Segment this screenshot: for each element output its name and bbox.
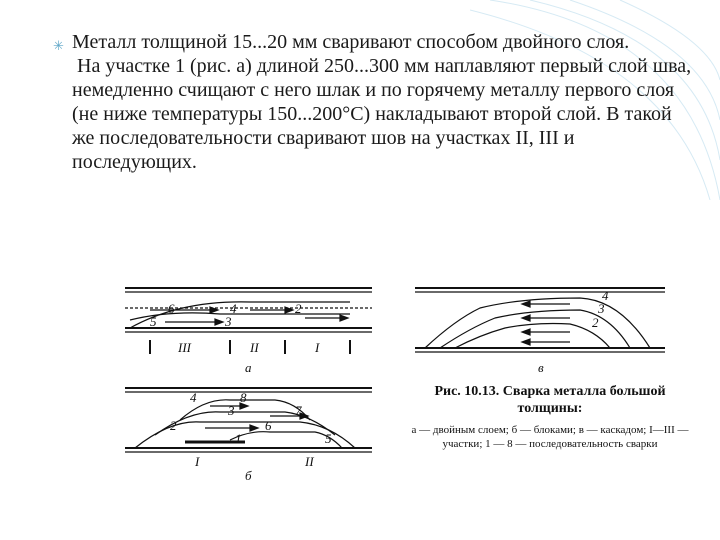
figure-a — [125, 288, 372, 354]
figure-label-b: б — [245, 468, 252, 483]
caption-text: а — двойным слоем; б — блоками; в — каскадом; I—III — участки; 1 — 8 — последовательность сварки — [411, 424, 689, 450]
figure-v — [415, 288, 665, 352]
label-b-2: 2 — [170, 418, 177, 433]
label-b-7: 7 — [295, 403, 302, 418]
label-b-5: 5 — [325, 431, 332, 446]
label-a-4: 4 — [230, 301, 237, 316]
section-a-i: I — [315, 340, 320, 355]
label-v-3: 3 — [598, 301, 605, 316]
figure-label-a: а — [245, 360, 252, 375]
section-b-i: I — [195, 454, 200, 469]
paragraph-2: На участке 1 (рис. а) длиной 250...300 мм наплавляют первый слой шва, немедленно счищают с него шлак и по горячему металлу первого слоя (не ниже температуры 150...200°С) накладывают второй слой. В такой же последовательности сваривают шов на участках II, III и последующих. — [72, 55, 692, 173]
figure-b — [125, 388, 372, 452]
label-v-2: 2 — [592, 315, 599, 330]
label-b-1: 1 — [235, 431, 242, 446]
label-a-6: 6 — [168, 301, 175, 316]
section-a-iii: III — [178, 340, 191, 355]
section-b-ii: II — [305, 454, 314, 469]
figure-label-v: в — [538, 360, 544, 375]
label-b-4: 4 — [190, 390, 197, 405]
caption-title: Рис. 10.13. Сварка металла большой толщины: — [434, 384, 666, 416]
paragraph-1: Металл толщиной 15...20 мм сваривают способом двойного слоя. — [72, 31, 630, 53]
slide-text — [53, 30, 692, 174]
section-a-ii: II — [250, 340, 259, 355]
label-a-3: 3 — [225, 314, 232, 329]
label-b-6: 6 — [265, 418, 272, 433]
label-v-4: 4 — [602, 288, 609, 303]
label-a-2: 2 — [295, 301, 302, 316]
label-b-3: 3 — [228, 403, 235, 418]
label-b-8: 8 — [240, 390, 247, 405]
figure-caption — [405, 383, 695, 451]
bullet-icon: ✳ — [53, 38, 64, 53]
label-a-5: 5 — [150, 314, 157, 329]
